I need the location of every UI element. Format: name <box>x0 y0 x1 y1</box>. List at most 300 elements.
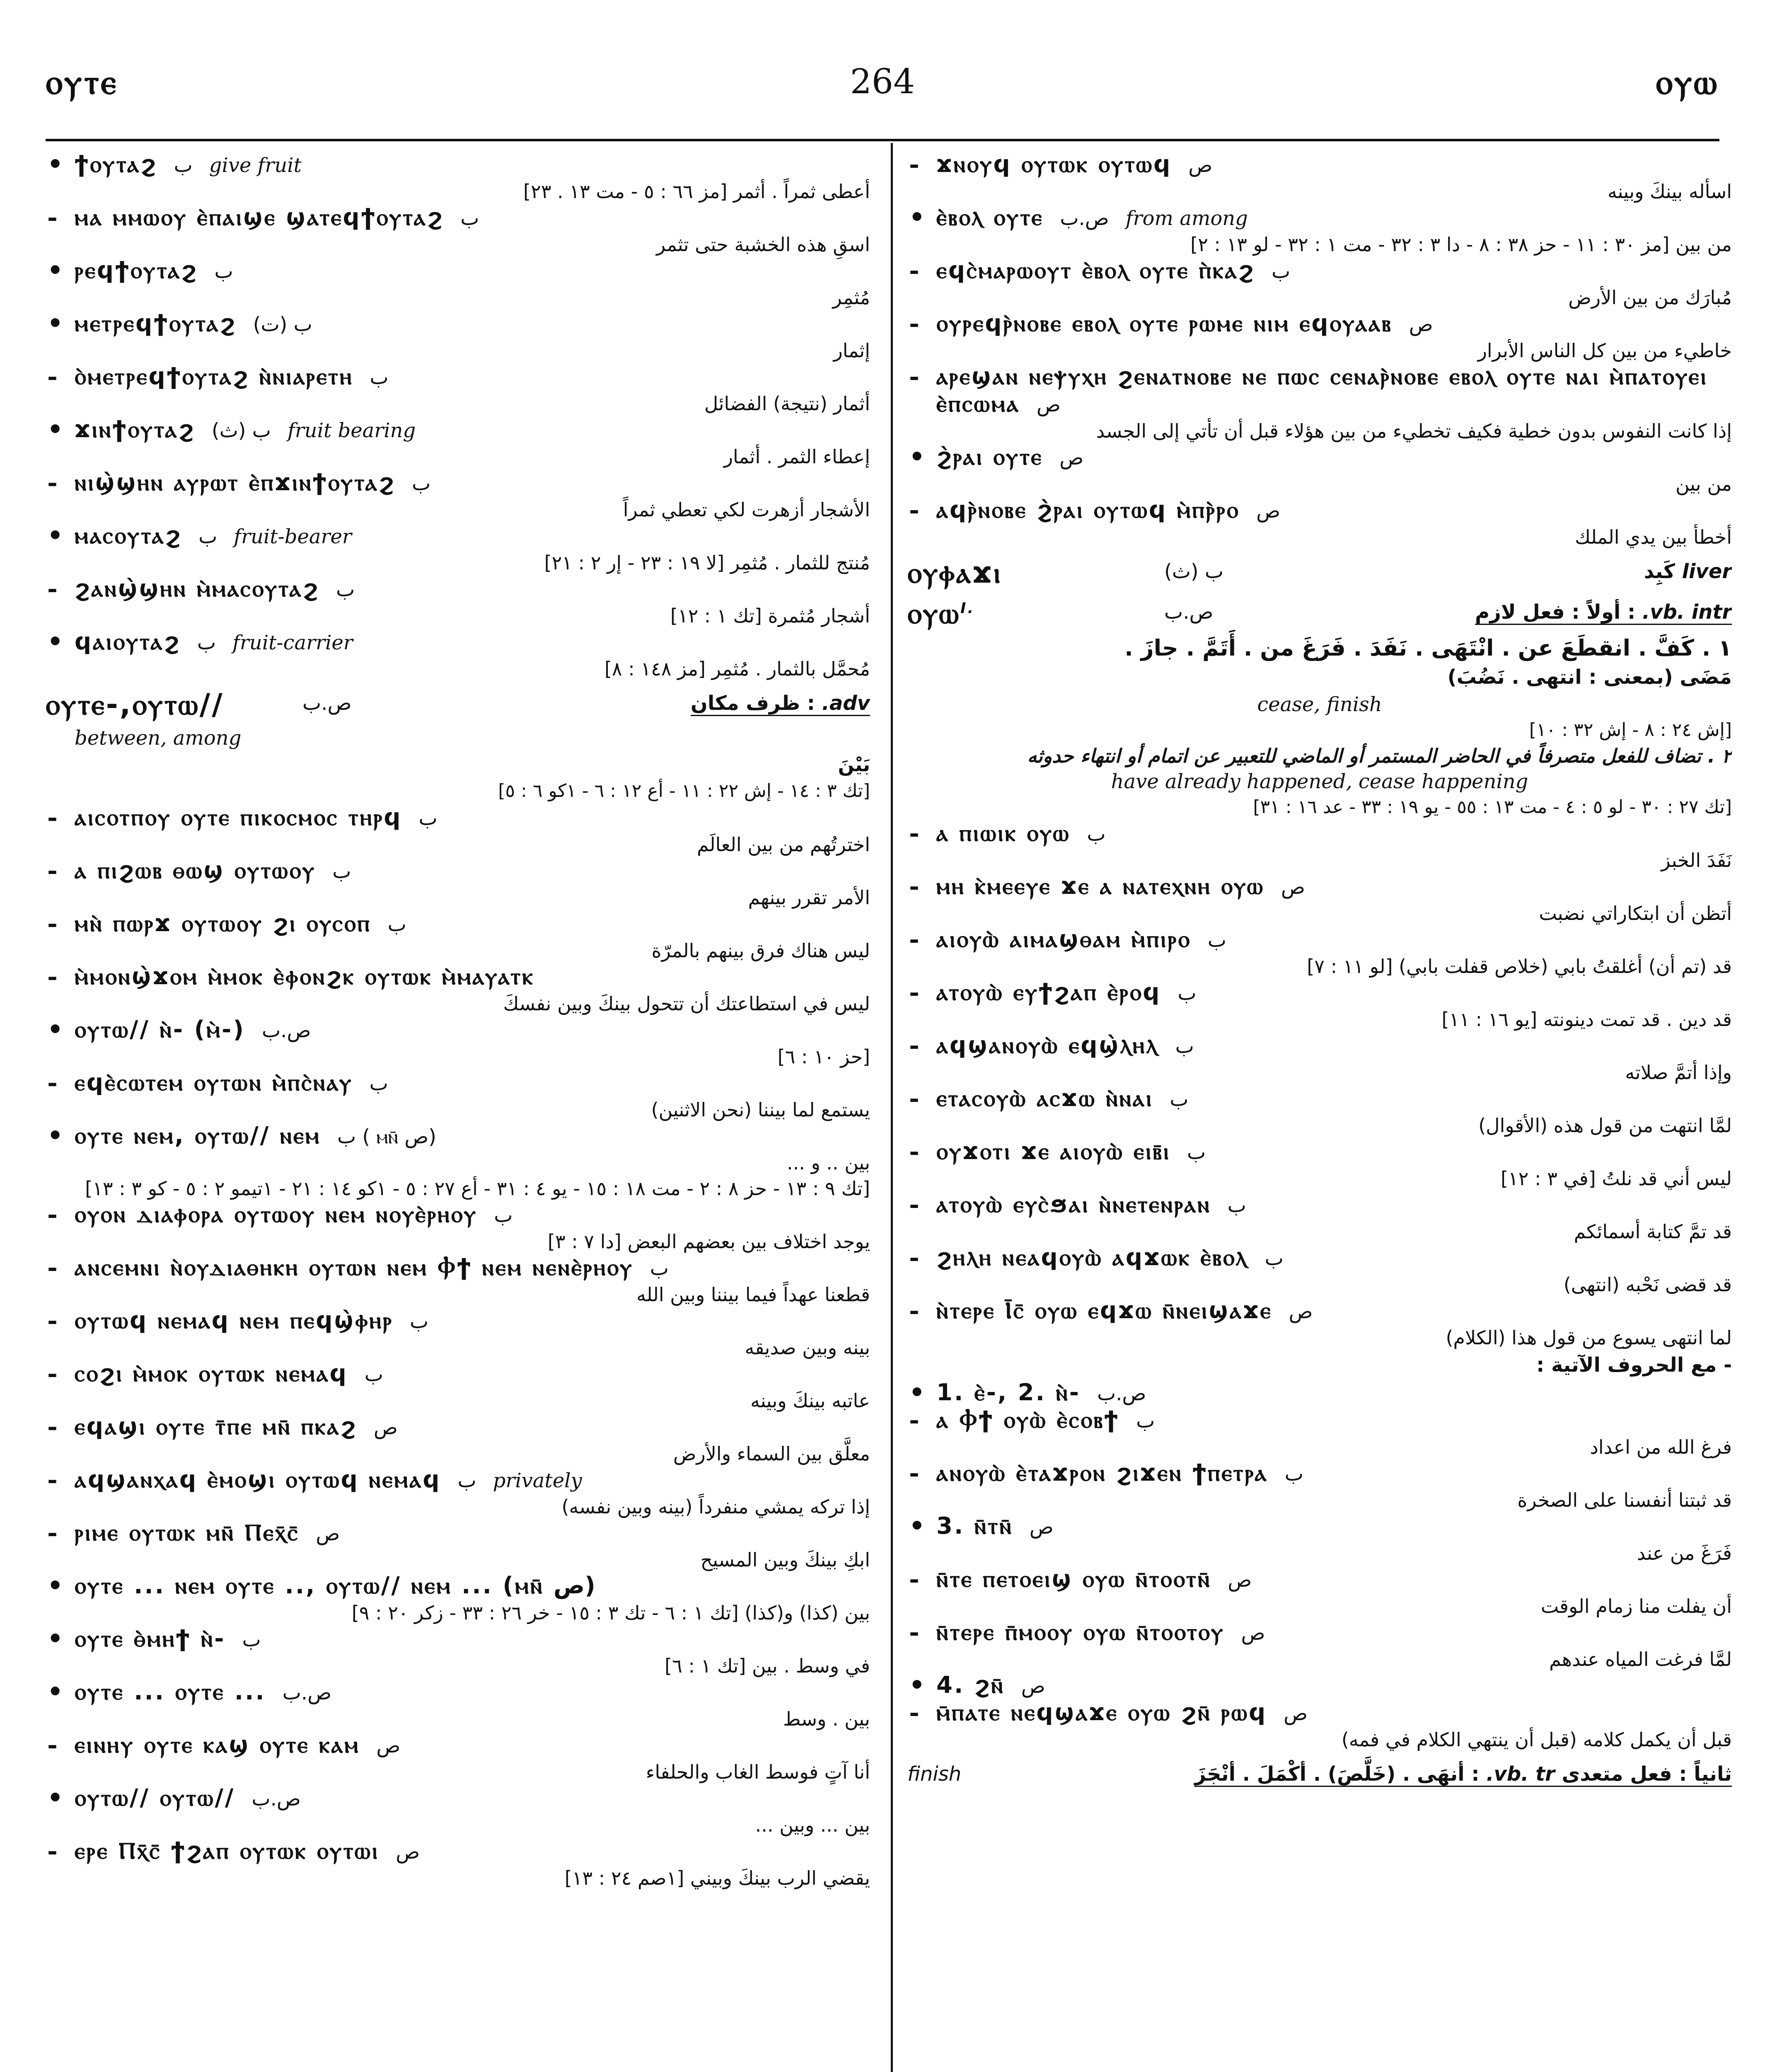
dictionary-entry <box>907 1566 1732 1619</box>
arabic-gloss: ليس في استطاعتك أن تتحول بينكَ وبين نفسكَ <box>503 992 870 1015</box>
entry-marker: • <box>909 1512 925 1541</box>
entry-marker: - <box>47 1306 58 1335</box>
coptic-text: ϥⲁⲓⲟⲩⲧⲁϩ <box>75 628 181 655</box>
entry-marker: - <box>47 1518 58 1547</box>
dialect-source: ص.ب <box>1097 1382 1146 1405</box>
left-entries-2 <box>46 804 870 1891</box>
entry-marker: • <box>909 203 925 232</box>
dialect-source: ب <box>409 1310 429 1333</box>
dialect-source: ب <box>1187 1141 1206 1164</box>
dictionary-entry <box>907 1699 1732 1752</box>
dialect-source: ب <box>457 1469 476 1492</box>
entry-marker: • <box>47 1121 63 1150</box>
entry-marker: - <box>909 1190 919 1219</box>
dictionary-entry <box>46 416 870 470</box>
arabic-gloss: أخطأ بين يدي الملك <box>1575 526 1732 548</box>
coptic-text: ϩⲁⲛϣ̀ϣⲏⲛ ⲙ̀ⲙⲁⲥⲟⲩⲧⲁϩ <box>75 575 320 602</box>
dialect-source: ص <box>1289 1300 1313 1323</box>
dialect-source: ب <box>1265 1247 1284 1270</box>
dictionary-entry <box>46 576 870 629</box>
right-footer-line: finish ثانياً : فعل متعدى vb. tr. : أنهَى . (خَلَّصَ) . أكْمَلَ . أنْجَزَ <box>907 1758 1732 1787</box>
entry-marker: • <box>47 309 63 338</box>
coptic-text: ⲁⲧⲟⲩⲱ̀ ⲉⲩϯϩⲁⲡ ⲉ̀ⲣⲟϥ <box>936 979 1161 1006</box>
coptic-text: ϫⲓⲛϯⲟⲩⲧⲁϩ <box>75 416 195 443</box>
left-column <box>46 151 870 2072</box>
entry-marker: - <box>47 1253 58 1282</box>
meaning-1: ١ . كَفَّ . انقطَعَ عن . انْتَهَى . نَفَدَ . فَرَغَ من . أَتَمَّ . جازَ . <box>1124 635 1732 661</box>
entry-marker: - <box>909 1084 919 1113</box>
header-left-word: ⲟⲩⲧⲉ <box>46 62 118 102</box>
dialect-source: ب <box>1271 260 1291 283</box>
dialect-source: ب <box>1170 1088 1189 1111</box>
dialect-source: ب <box>174 154 193 177</box>
arabic-gloss: قبل أن يكمل كلامه (قبل أن ينتهي الكلام في فمه) <box>1341 1728 1732 1751</box>
dictionary-entry <box>46 629 870 682</box>
dictionary-entry <box>46 1626 870 1679</box>
dialect-source: ب <box>1227 1194 1246 1217</box>
coptic-text: ⲉϥⲥ̀ⲙⲁⲣⲱⲟⲩⲧ ⲉ̀ⲃⲟⲗ ⲟⲩⲧⲉ ⲡ̀ⲕⲁϩ <box>936 257 1255 284</box>
dialect-source: ب <box>412 472 431 495</box>
liver-entry: ⲟⲩⲫⲁϫⲓ ب (ث) liver كَبِد <box>907 556 1732 590</box>
right-section-header: ⲟⲩⲱ$^{I.}$ ص.ب vb. intr. : أولاً : فعل لازم <box>907 596 1732 630</box>
arabic-gloss: [تك ٩ : ١٣ - حز ٨ : ٢ - مت ١٨ : ١٥ - يو ٤ : ٣١ - أع ٢٧ : ٥ - ١كو ١٤ : ٢١ - ١تيمو ٢ : ٥ - كو ٣ : ١٣] <box>85 1177 870 1200</box>
coptic-text: 4. ϩⲛ̄ <box>936 1672 1005 1699</box>
dialect-source: ص <box>1409 313 1433 336</box>
dictionary-entry <box>46 1307 870 1360</box>
dictionary-entry <box>907 1191 1732 1244</box>
dialect-source: ب ( ⲙⲛ̄ ص) <box>337 1125 437 1148</box>
arabic-gloss: خاطيء من بين كل الناس الأبرار <box>1477 339 1732 362</box>
dialect-source: ب <box>1207 929 1226 952</box>
coptic-text: ⲟⲩⲧⲱ// ⲟⲩⲧⲱ// <box>75 1784 235 1811</box>
dictionary-entry <box>46 1838 870 1891</box>
coptic-text: ⲣⲓⲙⲉ ⲟⲩⲧⲱⲕ ⲙⲛ̄ Ⲡⲉⲭ̄ⲥ̄ <box>75 1519 300 1546</box>
meaning-2-english: have already happened, cease happening <box>1111 770 1528 793</box>
dictionary-entry <box>907 151 1732 204</box>
coptic-text: ⲛ̀ⲧⲉⲣⲉ Ⲓ̄ⲥ̄ ⲟⲩⲱ ⲉϥϫⲱ ⲛ̄ⲛⲉⲓϣⲁϫⲉ <box>936 1297 1272 1324</box>
coptic-text: ⲁⲓⲟⲩⲱ̀ ⲁⲓⲙⲁϣⲑⲁⲙ ⲙ̀ⲡⲓⲣⲟ <box>936 926 1191 953</box>
arabic-gloss: اسأله بينكَ وبينه <box>1607 180 1732 203</box>
entry-marker: • <box>47 1677 63 1706</box>
dictionary-entry <box>907 1244 1732 1297</box>
arabic-gloss: قطعنا عهداً فيما بيننا وبين الله <box>636 1283 870 1306</box>
arabic-gloss: قد تمَّ كتابة أسمائكم <box>1574 1220 1732 1243</box>
entry-marker: - <box>909 496 919 525</box>
coptic-text: ϫⲛⲟⲩϥ ⲟⲩⲧⲱⲕ ⲟⲩⲧⲱϥ <box>936 151 1172 178</box>
coptic-text: ⲟⲩⲧⲱ// ⲛ̀- (ⲙ̀-) <box>75 1016 245 1043</box>
entry-marker: - <box>47 574 58 603</box>
entry-marker: • <box>47 1015 63 1044</box>
coptic-text: ⲁϥⲣ̀ⲛⲟⲃⲉ ϩ̀ⲣⲁⲓ ⲟⲩⲧⲱϥ ⲙ̀ⲡⲣ̀ⲣⲟ <box>936 496 1240 523</box>
dialect-source: ب <box>387 913 406 936</box>
english-gloss: give fruit <box>209 154 302 177</box>
arabic-gloss: أنا آتٍ فوسط الغاب والحلفاء <box>646 1761 870 1783</box>
meaning-2-refs: [تك ٢٧ : ٣٠ - لو ٥ : ٤ - مت ١٣ : ٥٥ - يو ١٩ : ٣٣ - عد ١٦ : ٣١] <box>1253 796 1732 818</box>
arabic-gloss: عاتبه بينكَ وبينه <box>750 1389 870 1412</box>
coptic-text: ⲛ̄ⲧⲉⲣⲉ ⲡ̄ⲙⲟⲟⲩ ⲟⲩⲱ ⲛ̄ⲧⲟⲟⲧⲟⲩ <box>936 1619 1225 1646</box>
dialect-source: ص <box>1228 1569 1252 1592</box>
entry-marker: - <box>47 1412 58 1441</box>
dialect-source: ص <box>376 1734 401 1757</box>
entry-marker: • <box>909 443 925 472</box>
entry-marker: • <box>47 1571 63 1600</box>
dictionary-entry <box>46 963 870 1017</box>
arabic-gloss: قد دين . قد تمت دينونته [يو ١٦ : ١١] <box>1441 1008 1732 1031</box>
entry-marker: - <box>909 1296 919 1325</box>
arabic-gloss: يوجد اختلاف بين بعضهم البعض [دا ٧ : ٣] <box>547 1230 870 1253</box>
dialect-source: ص <box>1036 393 1061 416</box>
arabic-gloss: أثمار (نتيجة) الفضائل <box>704 392 870 415</box>
dictionary-entry <box>907 1297 1732 1351</box>
coptic-text: ⲟ̀ⲙⲉⲧⲣⲉϥϯⲟⲩⲧⲁϩ ⲛ̀ⲛⲓⲁⲣⲉⲧⲏ <box>75 363 353 390</box>
dialect-source: ب <box>370 366 389 389</box>
dialect-source: ب <box>1284 1462 1303 1486</box>
dictionary-entry <box>46 1573 870 1626</box>
dictionary-entry <box>46 363 870 416</box>
dialect-source: ب <box>364 1363 383 1386</box>
dialect-source: ب <box>214 260 233 283</box>
entry-marker: - <box>909 309 919 338</box>
entry-marker: - <box>47 362 58 391</box>
arabic-gloss: أتظن أن ابتكاراتي نضبت <box>1539 902 1732 925</box>
left-section-header <box>46 687 870 722</box>
entry-marker: - <box>47 856 58 885</box>
coptic-text: ⲙ̀ⲙⲟⲛϣ̀ϫⲟⲙ ⲙ̀ⲙⲟⲕ ⲉ̀ⲫⲟⲛϩⲕ ⲟⲩⲧⲱⲕ ⲙ̀ⲙⲁⲩⲁⲧⲕ <box>75 963 534 990</box>
arabic-gloss: مُبارَك من بين الأرض <box>1568 286 1732 309</box>
coptic-text: ⲟⲩⲟⲛ ⲇⲓⲁⲫⲟⲣⲁ ⲟⲩⲧⲱⲟⲩ ⲛⲉⲙ ⲛⲟⲩⲉ̀ⲣⲏⲟⲩ <box>75 1201 478 1228</box>
dictionary-entry <box>46 257 870 310</box>
coptic-text: 1. ⲉ̀-, 2. ⲛ̀- <box>936 1379 1081 1406</box>
entry-marker: - <box>47 468 58 497</box>
dialect-source: ب <box>242 1628 261 1651</box>
section-source: ص.ب <box>302 692 352 715</box>
dictionary-entry <box>46 310 870 363</box>
arabic-gloss: بين . وسط <box>783 1708 870 1730</box>
entry-marker: • <box>47 151 63 179</box>
coptic-text: ⲟⲩⲧⲱϥ ⲛⲉⲙⲁϥ ⲛⲉⲙ ⲡⲉϥϣ̀ⲫⲏⲣ <box>75 1307 393 1334</box>
entry-marker: - <box>47 803 58 832</box>
entry-marker: - <box>909 1459 919 1488</box>
arabic-gloss: إذا كانت النفوس بدون خطية فكيف تخطيء من بين هؤلاء قبل أن تأتي إلى الجسد <box>1096 420 1732 442</box>
meaning-2: ٢ . تضاف للفعل متصرفاً في الحاضر المستمر أو الماضي للتعبير عن اتمام أو انتهاء حدوثه <box>1027 745 1732 767</box>
dictionary-entry <box>46 1201 870 1254</box>
dictionary-entry <box>46 1520 870 1573</box>
dictionary-entry <box>907 1085 1732 1138</box>
dialect-source: ب <box>1175 1035 1194 1058</box>
coptic-text: ⲉⲧⲁⲥⲟⲩⲱ̀ ⲁⲥϫⲱ ⲛ̀ⲛⲁⲓ <box>936 1085 1153 1112</box>
arabic-gloss: لمَّا انتهت من قول هذه (الأقوال) <box>1478 1114 1732 1137</box>
entry-marker: - <box>909 1406 919 1435</box>
entry-marker: - <box>909 1243 919 1272</box>
dialect-source: ص <box>1256 499 1281 523</box>
dictionary-entry <box>46 1254 870 1307</box>
arabic-gloss: من بين <box>1676 473 1732 495</box>
entry-marker: • <box>47 256 63 285</box>
dialect-source: ص.ب <box>282 1681 332 1704</box>
entry-marker: - <box>47 203 58 232</box>
dialect-source: ب <box>336 578 355 601</box>
arabic-gloss: مُحمَّل بالثمار . مُثمِر [مز ١٤٨ : ٨] <box>604 658 870 680</box>
dialect-source: ص <box>1284 1702 1308 1725</box>
arabic-gloss: قد ثبتنا أنفسنا على الصخرة <box>1517 1489 1732 1511</box>
english-gloss: privately <box>493 1469 582 1492</box>
dialect-source: ص <box>1029 1515 1054 1539</box>
arabic-gloss: بينه وبين صديقه <box>745 1336 870 1359</box>
arabic-gloss: ليس أني قد نلتُ [في ٣ : ١٢] <box>1500 1167 1732 1190</box>
dialect-source: ص <box>373 1416 398 1439</box>
dictionary-entry <box>907 204 1732 257</box>
coptic-text: ⲟⲩϫⲟⲧⲓ ϫⲉ ⲁⲓⲟⲩⲱ̀ ⲉⲓⲃ̄ⲓ <box>936 1138 1171 1165</box>
column-divider <box>891 143 893 2072</box>
dialect-source: ص <box>1059 446 1084 470</box>
arabic-gloss: نَفَدَ الخبز <box>1661 849 1732 871</box>
dictionary-entry <box>46 204 870 257</box>
arabic-gloss: ليس هناك فرق بينهم بالمرّة <box>651 939 870 962</box>
dictionary-entry <box>907 1407 1732 1460</box>
arabic-gloss: مُنتج للثمار . مُثمِر [لا ١٩ : ٢٣ - إر ٢ : ٢١] <box>544 552 870 574</box>
dictionary-entry <box>46 151 870 204</box>
dictionary-entry <box>46 1785 870 1838</box>
arabic-gloss: اسقِ هذه الخشبة حتى تثمر <box>656 233 870 256</box>
arabic-gloss: إعطاء الثمر . أثمار <box>723 445 870 468</box>
coptic-text: ⲁϥϣⲁⲛⲟⲩⲱ̀ ⲉϥϣ̀ⲗⲏⲗ <box>936 1032 1159 1059</box>
coptic-text: ⲁ ⲡⲓϩⲱⲃ ⲑⲱϣ ⲟⲩⲧⲱⲟⲩ <box>75 857 316 884</box>
coptic-text: ⲛⲓϣ̀ϣⲏⲛ ⲁⲩⲣⲱⲧ ⲉ̀ⲡϫⲓⲛϯⲟⲩⲧⲁϩ <box>75 469 396 496</box>
arabic-gloss: ابكِ بينكَ وبين المسيح <box>700 1549 870 1571</box>
right-entries-3 <box>907 1380 1732 1752</box>
right-entries-1 <box>907 151 1732 550</box>
header-rule <box>46 139 1719 141</box>
coptic-text: ⲥⲟϩⲓ ⲙ̀ⲙⲟⲕ ⲟⲩⲧⲱⲕ ⲛⲉⲙⲁϥ <box>75 1360 348 1387</box>
coptic-text: ⲁⲛⲥⲉⲙⲛⲓ ⲛ̀ⲟⲩⲇⲓⲁⲑⲏⲕⲏ ⲟⲩⲧⲱⲛ ⲛⲉⲙ Ⲫϯ ⲛⲉⲙ ⲛⲉⲛⲉ̀ⲣⲏⲟⲩ <box>75 1254 633 1281</box>
arabic-gloss: بين ... وبين ... <box>755 1814 870 1836</box>
arabic-gloss: أن يفلت منا زمام الوقت <box>1540 1595 1732 1617</box>
coptic-text: ⲙ̄ⲡⲁⲧⲉ ⲛⲉϥϣⲁϫⲉ ⲟⲩⲱ ϩⲛ̄ ⲣⲱϥ <box>936 1699 1267 1726</box>
dialect-source: ب <box>369 1072 388 1095</box>
dictionary-entry <box>46 1123 870 1176</box>
dialect-source: ب <box>1136 1409 1155 1433</box>
entry-marker: - <box>47 1465 58 1494</box>
coptic-text: ⲁⲓⲥⲟⲧⲡⲟⲩ ⲟⲩⲧⲉ ⲡⲓⲕⲟⲥⲙⲟⲥ ⲧⲏⲣϥ <box>75 804 402 831</box>
dictionary-entry <box>907 444 1732 497</box>
dictionary-entry <box>907 1619 1732 1672</box>
arabic-gloss: أشجار مُثمرة [تك ١ : ١٢] <box>670 605 870 627</box>
coptic-text: ⲁ ⲡⲓⲱⲓⲕ ⲟⲩⲱ <box>936 820 1071 847</box>
meaning-1b: مَضَى (بمعنى : انتهى . نَضُبَ) <box>1447 666 1732 689</box>
coptic-text: ⲁϥϣⲁⲛⲭⲁϥ ⲉ̀ⲙⲟϣⲓ ⲟⲩⲧⲱϥ ⲛⲉⲙⲁϥ <box>75 1466 441 1493</box>
entry-marker: • <box>47 415 63 444</box>
arabic-gloss: يقضي الرب بينكَ وبيني [١صم ٢٤ : ١٣] <box>564 1867 870 1889</box>
english-gloss: fruit-bearer <box>234 525 352 548</box>
coptic-text: ⲟⲩⲧⲉ ⲛⲉⲙ, ⲟⲩⲧⲱ// ⲛⲉⲙ <box>75 1122 321 1149</box>
coptic-text: ⲟⲩⲧⲉ ... ⲛⲉⲙ ⲟⲩⲧⲉ .., ⲟⲩⲧⲱ// ⲛⲉⲙ ... (ⲙⲛ̄ ص) <box>75 1572 597 1599</box>
sub-heading: - مع الحروف الآتية : <box>1536 1353 1732 1377</box>
dictionary-entry <box>46 1017 870 1070</box>
dictionary-entry <box>907 1380 1732 1407</box>
section-pos: adv. : ظرف مكان <box>691 692 870 716</box>
dialect-source: ب <box>197 631 216 654</box>
arabic-gloss: من بين [مز ٣٠ : ١١ - حز ٣٨ : ٨ - دا ٣ : ٣٢ - مت ١ : ٣٢ - لو ١٣ : ٢] <box>1190 233 1732 256</box>
coptic-text: ⲁⲛⲟⲩⲱ̀ ⲉ̀ⲧⲁϫⲣⲟⲛ ϩⲓϫⲉⲛ ϯⲡⲉⲧⲣⲁ <box>936 1460 1268 1486</box>
dialect-source: ب <box>494 1204 513 1227</box>
entry-marker: - <box>909 1618 919 1647</box>
dictionary-entry <box>46 1679 870 1732</box>
coptic-text: ⲣⲉϥϯⲟⲩⲧⲁϩ <box>75 257 198 284</box>
entry-marker: - <box>47 909 58 938</box>
arabic-gloss: لمَّا فرغت المياه عندهم <box>1549 1648 1732 1670</box>
entry-marker: - <box>909 1698 919 1727</box>
coptic-text: ϩ̀ⲣⲁⲓ ⲟⲩⲧⲉ <box>936 443 1043 470</box>
left-entries-1 <box>46 151 870 682</box>
dialect-source: ب <box>332 860 351 883</box>
arabic-gloss: فَرَغَ من عند <box>1637 1542 1732 1564</box>
entry-marker: - <box>909 978 919 1007</box>
coptic-text: ⲟⲩⲣⲉϥⲣ̀ⲛⲟⲃⲉ ⲉⲃⲟⲗ ⲟⲩⲧⲉ ⲣⲱⲙⲉ ⲛⲓⲙ ⲉϥⲟⲩⲁⲁⲃ <box>936 310 1393 337</box>
section-coptic: ⲟⲩⲧⲉ-,ⲟⲩⲧⲱ// <box>46 687 224 721</box>
entry-marker: - <box>47 1731 58 1760</box>
entry-marker: - <box>47 1068 58 1097</box>
dictionary-entry <box>46 523 870 576</box>
dictionary-entry <box>46 1467 870 1520</box>
entry-marker: - <box>47 962 58 991</box>
english-gloss: from among <box>1125 207 1248 230</box>
entry-marker: • <box>47 521 63 550</box>
dictionary-entry <box>907 497 1732 550</box>
dictionary-entry <box>907 873 1732 926</box>
arabic-gloss: فرغ الله من اعداد <box>1590 1436 1732 1458</box>
coptic-text: ⲉϥⲉ̀ⲥⲱⲧⲉⲙ ⲟⲩⲧⲱⲛ ⲙ̀ⲡⲥ̀ⲛⲁⲩ <box>75 1069 353 1096</box>
dictionary-entry <box>907 1513 1732 1566</box>
dictionary-entry <box>907 1672 1732 1699</box>
entry-marker: - <box>47 1837 58 1866</box>
arabic-gloss: مُثمِر <box>832 286 870 309</box>
arabic-gloss: بين (كذا) و(كذا) [تك ١ : ٦ - تك ٣ : ١٥ - خر ٢٦ : ٣٣ - زكر ٢٠ : ٩] <box>351 1602 870 1624</box>
dictionary-entry <box>46 470 870 523</box>
coptic-text: ⲛ̄ⲧⲉ ⲡⲉⲧⲟⲉⲓϣ ⲟⲩⲱ ⲛ̄ⲧⲟⲟⲧⲛ̄ <box>936 1566 1211 1593</box>
coptic-text: ϩⲏⲗⲏ ⲛⲉⲁϥⲟⲩⲱ̀ ⲁϥϫⲱⲕ ⲉ̀ⲃⲟⲗ <box>936 1244 1248 1271</box>
entry-marker: - <box>909 256 919 285</box>
dictionary-entry <box>907 1460 1732 1513</box>
dialect-source: ب <box>418 807 438 830</box>
header-right-word: ⲟⲩⲱ <box>1656 62 1719 102</box>
arabic-gloss: الأشجار أزهرت لكي تعطي ثمراً <box>623 499 870 521</box>
entry-marker: - <box>909 1137 919 1166</box>
arabic-gloss: الأمر تقرر بينهم <box>748 886 870 909</box>
dialect-source: ص <box>396 1840 420 1864</box>
coptic-text: ⲙⲉⲧⲣⲉϥϯⲟⲩⲧⲁϩ <box>75 310 237 337</box>
dictionary-entry <box>907 979 1732 1032</box>
coptic-text: ⲉⲓⲛⲏⲩ ⲟⲩⲧⲉ ⲕⲁϣ ⲟⲩⲧⲉ ⲕⲁⲙ <box>75 1731 360 1758</box>
arabic-gloss: بين .. و ... <box>787 1152 870 1174</box>
dialect-source: ص.ب <box>1060 207 1109 230</box>
coptic-text: ⲉ̀ⲃⲟⲗ ⲟⲩⲧⲉ <box>936 204 1044 231</box>
entry-marker: - <box>909 819 919 848</box>
arabic-gloss: لما انتهى يسوع من قول هذا (الكلام) <box>1446 1326 1732 1349</box>
coptic-text: ⲙⲁⲥⲟⲩⲧⲁϩ <box>75 522 182 549</box>
arabic-gloss: اخترتُهم من بين العالَم <box>697 833 870 856</box>
dictionary-entry <box>907 1032 1732 1085</box>
english-gloss: fruit bearing <box>287 419 416 442</box>
arabic-gloss: يستمع لما بيننا (نحن الاثنين) <box>651 1099 870 1121</box>
right-column <box>907 151 1732 2072</box>
dialect-source: ص <box>1188 154 1213 177</box>
entry-marker: - <box>47 1359 58 1388</box>
dictionary-entry <box>46 910 870 963</box>
dialect-source: ب <box>198 525 218 548</box>
arabic-gloss: قد (تم أن) أغلقتُ بابي (خلاص قفلت بابي) [لو ١١ : ٧] <box>1307 955 1732 978</box>
entry-marker: • <box>909 1378 925 1407</box>
arabic-gloss: معلَّق بين السماء والأرض <box>673 1443 870 1465</box>
coptic-text: ⲁ Ⲫϯ ⲟⲩⲱ̀ ⲉ̀ⲥⲟⲃϯ <box>936 1406 1120 1433</box>
entry-marker: - <box>909 151 919 179</box>
dialect-source: ب (ث) <box>211 419 271 442</box>
arabic-gloss: أعطى ثمراً . أثمر [مز ٦٦ : ٥ - مت ١٣ . ٢٣] <box>523 180 870 203</box>
dictionary-entry <box>46 1176 870 1201</box>
entry-marker: - <box>909 1031 919 1060</box>
dialect-source: ص <box>1241 1622 1265 1645</box>
entry-marker: - <box>909 362 919 391</box>
entry-marker: • <box>909 1671 925 1700</box>
entry-marker: - <box>909 872 919 901</box>
dialect-source: ب (ت) <box>253 313 312 336</box>
entry-marker: • <box>47 1624 63 1653</box>
coptic-text: ⲙⲛ̀ ⲡⲱⲣϫ ⲟⲩⲧⲱⲟⲩ ϩⲓ ⲟⲩⲥⲟⲡ <box>75 910 371 937</box>
dictionary-entry <box>46 857 870 910</box>
entry-marker: • <box>47 627 63 656</box>
page-number: 264 <box>850 62 915 102</box>
arabic-gloss: قد قضى نَحْبه (انتهى) <box>1563 1273 1732 1296</box>
dialect-source: ص.ب <box>262 1019 311 1042</box>
entry-marker: - <box>909 925 919 954</box>
dialect-source: ص <box>316 1522 340 1545</box>
dictionary-entry <box>907 926 1732 979</box>
dialect-source: ص.ب <box>251 1787 301 1811</box>
meaning-1-english: cease, finish <box>1257 693 1382 716</box>
dialect-source: ب <box>1087 823 1106 846</box>
coptic-text: ⲉϥⲁϣⲓ ⲟⲩⲧⲉ ⲧ̄ⲡⲉ ⲙⲛ̄ ⲡⲕⲁϩ <box>75 1413 357 1440</box>
left-section-gloss: between, among بَيْنَ [تك ٣ : ١٤ - إش ٢٢ : ١١ - أع ١٢ : ٦ - ١كو ٦ : ٥] <box>75 726 870 801</box>
coptic-text: ⲟⲩⲧⲉ ⲑ̀ⲙⲏϯ ⲛ̀- <box>75 1625 226 1652</box>
english-gloss: fruit-carrier <box>232 631 353 654</box>
dictionary-entry <box>907 310 1732 363</box>
coptic-text: ⲁⲣⲉϣⲁⲛ ⲛⲉⲯⲩⲭⲏ ϩⲉⲛⲁⲧⲛⲟⲃⲉ ⲛⲉ ⲡⲱⲥ ⲥⲉⲛⲁⲣ̀ⲛⲟⲃⲉ ⲉⲃⲟⲗ ⲟⲩⲧⲉ ⲛⲁⲓ ⲙ̀ⲡⲁⲧⲟⲩⲉⲓ ⲉ̀ⲡⲥⲱⲙⲁ <box>936 363 1708 417</box>
entry-marker: • <box>47 1784 63 1813</box>
dictionary-entry <box>46 1732 870 1785</box>
dictionary-entry <box>907 1138 1732 1191</box>
dialect-source: ص <box>1281 876 1305 899</box>
page-header <box>0 0 1765 137</box>
dictionary-entry <box>46 1360 870 1414</box>
dictionary-entry <box>907 820 1732 873</box>
coptic-text: ⲁⲧⲟⲩⲱ̀ ⲉⲩⲥ̀ϧⲁⲓ ⲛ̀ⲛⲉⲧⲉⲛⲣⲁⲛ <box>936 1191 1211 1218</box>
coptic-text: 3. ⲛ̄ⲧⲛ̄ <box>936 1513 1013 1539</box>
dictionary-entry <box>46 1070 870 1123</box>
arabic-gloss: إثمار <box>833 339 870 362</box>
coptic-text: ⲙⲏ ⲕ̀ⲙⲉⲉⲩⲉ ϫⲉ ⲁ ⲛⲁⲧⲉⲭⲛⲏ ⲟⲩⲱ <box>936 873 1265 900</box>
dialect-source: ب <box>650 1257 669 1280</box>
dictionary-entry <box>907 257 1732 310</box>
dialect-source: ب <box>1177 982 1197 1005</box>
arabic-gloss: وإذا أتمَّ صلاته <box>1625 1061 1732 1084</box>
arabic-gloss: [حز ١٠ : ٦] <box>777 1046 870 1068</box>
coptic-text: ⲙⲁ ⲙⲙⲱⲟⲩ ⲉ̀ⲡⲁⲓϣⲉ ϣⲁⲧⲉϥϯⲟⲩⲧⲁϩ <box>75 204 444 231</box>
arabic-gloss: في وسط . بين [تك ١ : ٦] <box>665 1655 870 1677</box>
dictionary-entry <box>907 363 1732 444</box>
coptic-text: ⲉⲣⲉ Ⲡⲭ̄ⲥ̄ ϯϩⲁⲡ ⲟⲩⲧⲱⲕ ⲟⲩⲧⲱⲓ <box>75 1837 380 1864</box>
entry-marker: - <box>47 1200 58 1229</box>
coptic-text: ϯⲟⲩⲧⲁϩ <box>75 151 157 178</box>
meaning-1-refs: [إش ٢٤ : ٨ - إش ٣٢ : ١٠] <box>1529 719 1732 741</box>
